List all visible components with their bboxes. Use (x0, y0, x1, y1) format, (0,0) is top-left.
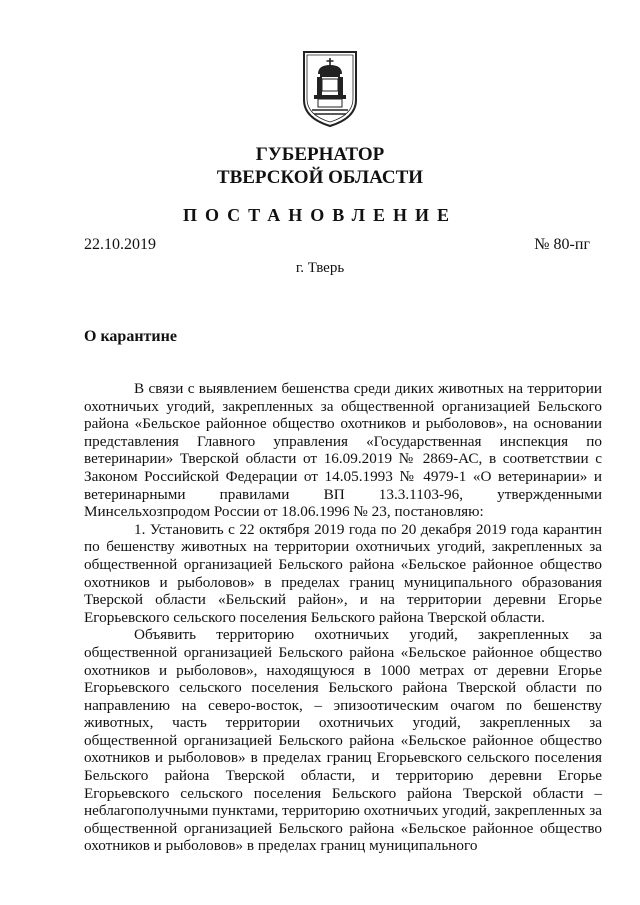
paragraph: 1. Установить с 22 октября 2019 года по 20 декабря 2019 года карантин по бешенству животных на территории охотничьих угодий, закрепленных за общественной организацией Бельского района «Бельское районное общество охотников и рыболовов» в пределах границ муниципального образования Тверской области «Бельский район», и на территории деревни Егорье Егорьевского сельского поселения Бельского района Тверской области. (84, 520, 602, 626)
document-city: г. Тверь (295, 260, 345, 276)
paragraph: Объявить территорию охотничьих угодий, закрепленных за общественной организацией Бельского района «Бельское районное общество охотников и рыболовов», находящуюся в 1000 метрах от деревни Егорье Егорьевского сельского поселения Бельского района Тверской области по направлению на северо-восток, – эпизоотическим очагом по бешенству животных, часть территории охотничьих угодий, закрепленных за общественной организацией Бельского района «Бельское районное общество охотников и рыболовов» в пределах границ Егорьевского сельского поселения Бельского района Тверской области, и территорию деревни Егорье Егорьевского сельского поселения Бельского района Тверской области – неблагополучными пунктами, территорию охотничьих угодий, закрепленных за общественной организацией Бельского района «Бельское районное общество охотников и рыболовов» в пределах границ муниципального (84, 626, 602, 855)
document-date: 22.10.2019 (84, 236, 156, 253)
authority-title-line2: ТВЕРСКОЙ ОБЛАСТИ (216, 167, 424, 188)
document-subject: О карантине (84, 328, 177, 345)
document-number: № 80-пг (534, 236, 590, 253)
paragraph: В связи с выявлением бешенства среди диких животных на территории охотничьих угодий, закрепленных за общественной организацией Бельского района «Бельское районное общество охотников и рыболовов», на основании представления Главного управления «Государственная инспекция по ветеринарии» Тверской области от 16.09.2019 № 2869-АС, в соответствии с Законом Российской Федерации от 14.05.1993 № 4979-1 «О ветеринарии» и ветеринарными правилами ВП 13.3.1103-96, утвержденными Минсельхозпродом России от 18.06.1996 № 23, постановляю: (84, 380, 602, 521)
tver-coat-of-arms-icon (300, 48, 360, 128)
document-type-title: ПОСТАНОВЛЕНИЕ (182, 205, 458, 225)
document-body (84, 380, 602, 855)
authority-title-line1: ГУБЕРНАТОР (255, 144, 385, 165)
